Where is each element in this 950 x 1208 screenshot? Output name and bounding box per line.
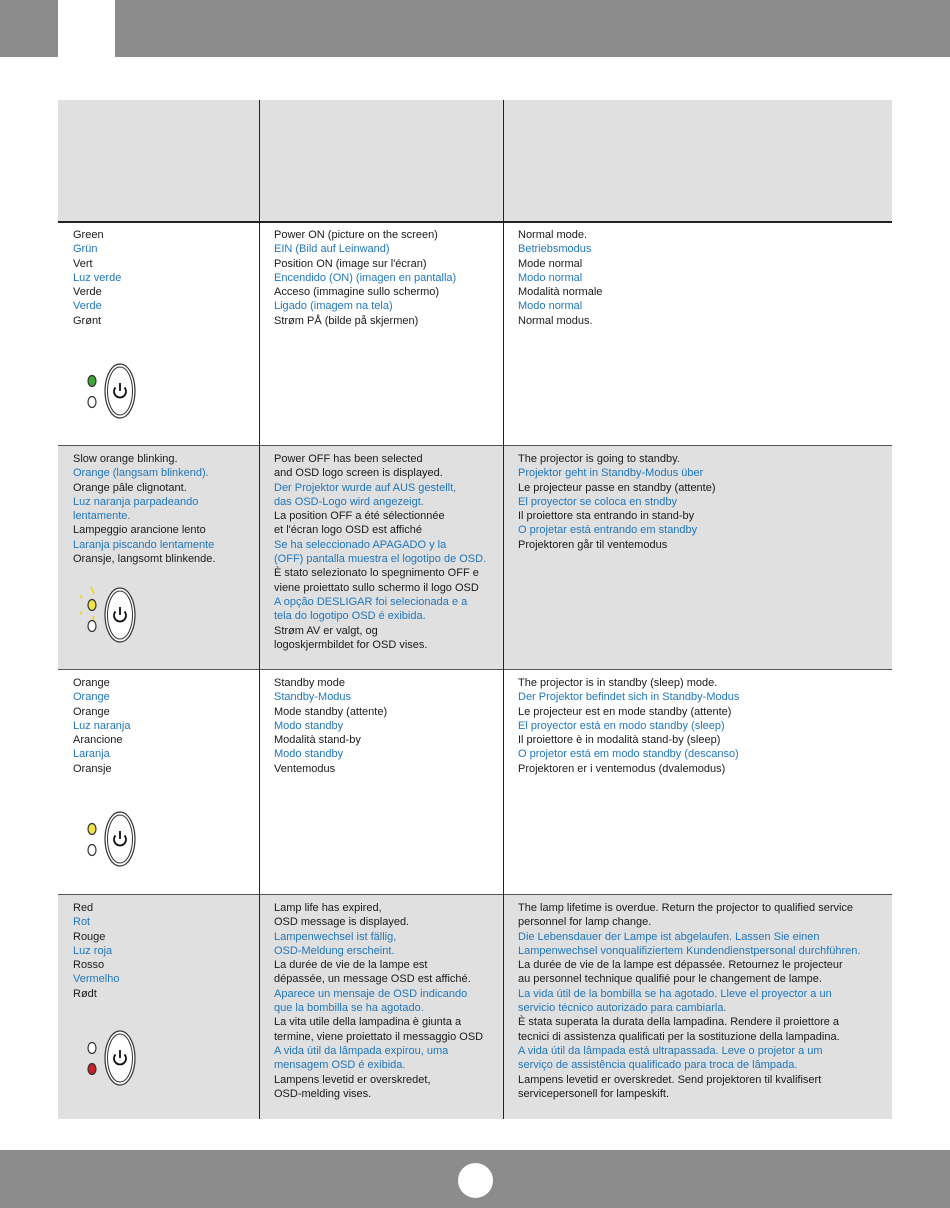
led-panel-icon [80, 810, 140, 870]
led-top [88, 824, 96, 835]
led-panel-icon [80, 586, 140, 646]
text-line: Aparece un mensaje de OSD indicando [274, 987, 468, 1000]
text-line: mensagem OSD é exibida. [274, 1059, 406, 1072]
text-line: La vida útil de la bombilla se ha agotado. Lleve el proyector a un [518, 987, 832, 1000]
text-line: Acceso (immagine sullo schermo) [274, 286, 440, 299]
text-line: Modo normal [518, 271, 583, 284]
text-line: logoskjermbildet for OSD vises. [274, 638, 428, 651]
indicator-text [73, 901, 253, 1001]
text-line: A vida útil da lâmpada está ultrapassada. Leve o projetor a um [518, 1044, 823, 1057]
text-line: Vert [73, 257, 93, 270]
text-line: È stata superata la durata della lampadina. Rendere il proiettore a [518, 1016, 840, 1029]
text-line: Orange pâle clignotant. [73, 481, 187, 494]
text-line: Mode normal [518, 257, 583, 270]
status-text [274, 676, 504, 776]
text-line: au personnel technique qualifié pour le changement de lampe. [518, 973, 822, 986]
text-line: Luz verde [73, 271, 122, 284]
text-line: Il proiettore sta entrando in stand-by [518, 510, 695, 523]
text-line: Lampenwechsel vonqualifiziertem Kundendienstpersonal durchführen. [518, 944, 861, 957]
text-line: La durée de vie de la lampe est dépassée. Retournez le projecteur [518, 959, 843, 972]
text-line: Normal mode. [518, 229, 588, 241]
text-line: Luz naranja parpadeando [73, 495, 199, 508]
text-line: serviço de assistência qualificado para troca de lâmpada. [518, 1059, 798, 1072]
text-line: dépassée, un message OSD est affiché. [274, 973, 471, 986]
led-indicator-icon [80, 362, 140, 422]
led-panel-icon [80, 1029, 140, 1089]
text-line: Modalità normale [518, 286, 603, 299]
text-line: (OFF) pantalla muestra el logotipo de OSD. [274, 553, 487, 566]
text-line: Le projecteur passe en standby (attente) [518, 481, 716, 494]
text-line: OSD message is displayed. [274, 916, 410, 929]
text-line: Der Projektor befindet sich in Standby-Modus [518, 691, 740, 704]
table-row [58, 670, 892, 895]
text-line: La vita utile della lampadina è giunta a [274, 1016, 462, 1029]
text-line: Standby-Modus [274, 691, 352, 704]
led-bottom [88, 845, 96, 856]
text-line: Power ON (picture on the screen) [274, 229, 438, 241]
text-line: viene proiettato sullo schermo il logo OSD [274, 581, 479, 594]
text-line: Modalità stand-by [274, 734, 361, 747]
text-line: El proyector se coloca en stndby [518, 495, 677, 508]
text-line: Red [73, 902, 94, 914]
text-line: Lampenwechsel ist fällig, [274, 930, 397, 943]
text-line: Oransje [73, 762, 112, 775]
text-line: Arancione [73, 734, 123, 747]
text-line: que la bombilla se ha agotado. [274, 1002, 424, 1015]
text-line: Laranja piscando lentamente [73, 538, 215, 551]
indicator-text [73, 228, 253, 328]
text-line: The lamp lifetime is overdue. Return the projector to qualified service [518, 902, 854, 914]
led-indicator-icon [80, 1029, 140, 1089]
status-text [274, 452, 504, 652]
text-line: O projetor está em modo standby (descanso) [518, 748, 739, 761]
text-line: Modo normal [518, 300, 583, 313]
text-line: Verde [73, 286, 102, 299]
text-line: tecnici di assistenza qualificati per la sostituzione della lampadina. [518, 1030, 840, 1043]
text-line: Normal modus. [518, 314, 593, 327]
text-line: OSD-Meldung erscheint. [274, 944, 395, 957]
blink-ray [80, 592, 82, 598]
text-line: Lampens levetid er overskredet. Send projektoren til kvalifisert [518, 1073, 822, 1086]
text-line: Projektor geht in Standby-Modus über [518, 467, 704, 480]
text-line: Strøm PÅ (bilde på skjermen) [274, 314, 419, 327]
header-tab [58, 0, 115, 57]
text-line: Orange [73, 705, 110, 718]
text-line: lentamente. [73, 510, 131, 523]
text-line: EIN (Bild auf Leinwand) [274, 243, 390, 256]
blink-ray [80, 612, 82, 618]
text-line: Luz naranja [73, 719, 131, 732]
text-line: Oransje, langsomt blinkende. [73, 553, 216, 566]
text-line: Le projecteur est en mode standby (attente) [518, 705, 732, 718]
text-line: Strøm AV er valgt, og [274, 624, 378, 637]
meaning-text [518, 452, 888, 552]
text-line: The projector is in standby (sleep) mode. [518, 677, 718, 689]
text-line: Power OFF has been selected [274, 453, 423, 465]
table-row [58, 895, 892, 1119]
text-line: A opção DESLIGAR foi selecionada e a [274, 595, 468, 608]
text-line: Modo standby [274, 748, 344, 761]
led-top [88, 600, 96, 611]
text-line: Grün [73, 243, 98, 256]
text-line: tela do logotipo OSD é exibida. [274, 610, 426, 623]
text-line: Il proiettore è in modalità stand-by (sleep) [518, 734, 721, 747]
indicator-table [58, 100, 892, 1119]
status-text [274, 901, 504, 1101]
text-line: personnel for lamp change. [518, 916, 652, 929]
meaning-text [518, 901, 888, 1101]
text-line: et l'écran logo OSD est affiché [274, 524, 423, 537]
text-line: Orange (langsam blinkend). [73, 467, 209, 480]
text-line: servicepersonell for lampeskift. [518, 1087, 670, 1100]
text-line: Position ON (image sur l'écran) [274, 257, 427, 270]
text-line: The projector is going to standby. [518, 453, 680, 465]
text-line: Rouge [73, 930, 106, 943]
text-line: Lamp life has expired, [274, 902, 382, 914]
text-line: È stato selezionato lo spegnimento OFF e [274, 567, 479, 580]
led-bottom [88, 621, 96, 632]
text-line: Se ha seleccionado APAGADO y la [274, 538, 447, 551]
text-line: A vida útil da lâmpada expirou, uma [274, 1044, 449, 1057]
text-line: Grønt [73, 314, 102, 327]
text-line: Projektoren er i ventemodus (dvalemodus) [518, 762, 726, 775]
column-divider [503, 100, 504, 1119]
text-line: Green [73, 229, 104, 241]
text-line: La durée de vie de la lampe est [274, 959, 428, 972]
text-line: Betriebsmodus [518, 243, 592, 256]
meaning-text [518, 228, 888, 328]
table-row [58, 446, 892, 670]
text-line: Ventemodus [274, 762, 336, 775]
text-line: Encendido (ON) (imagen en pantalla) [274, 271, 457, 284]
text-line: El proyector está en modo standby (sleep) [518, 719, 725, 732]
header-bar [0, 0, 950, 57]
text-line: OSD-melding vises. [274, 1087, 372, 1100]
text-line: and OSD logo screen is displayed. [274, 467, 443, 480]
blink-ray [91, 587, 94, 594]
text-line: Ligado (imagem na tela) [274, 300, 393, 313]
indicator-text [73, 676, 253, 776]
text-line: Lampens levetid er overskredet, [274, 1073, 431, 1086]
text-line: Rot [73, 916, 91, 929]
indicator-text [73, 452, 253, 566]
led-top [88, 1043, 96, 1054]
text-line: Rødt [73, 987, 97, 1000]
text-line: Projektoren går til ventemodus [518, 538, 668, 551]
text-line: Rosso [73, 959, 105, 972]
text-line: Orange [73, 677, 110, 689]
text-line: Orange [73, 691, 110, 704]
meaning-text [518, 676, 888, 776]
table-header-row [58, 100, 892, 223]
text-line: O projetar está entrando em standby [518, 524, 698, 537]
column-divider [259, 100, 260, 1119]
text-line: Slow orange blinking. [73, 453, 178, 465]
status-text [274, 228, 504, 328]
text-line: Lampeggio arancione lento [73, 524, 206, 537]
text-line: Die Lebensdauer der Lampe ist abgelaufen. Lassen Sie einen [518, 930, 820, 943]
text-line: Laranja [73, 748, 110, 761]
text-line: Standby mode [274, 677, 345, 689]
text-line: Vermelho [73, 973, 120, 986]
text-line: Mode standby (attente) [274, 705, 388, 718]
text-line: Modo standby [274, 719, 344, 732]
led-panel-icon [80, 362, 140, 422]
led-bottom [88, 397, 96, 408]
text-line: Der Projektor wurde auf AUS gestellt, [274, 481, 457, 494]
text-line: Verde [73, 300, 102, 313]
text-line: servicio técnico autorizado para cambiarla. [518, 1002, 727, 1015]
led-top [88, 376, 96, 387]
text-line: Luz roja [73, 944, 113, 957]
text-line: La position OFF a été sélectionnée [274, 510, 445, 523]
page-number-circle [458, 1163, 493, 1198]
led-indicator-icon [80, 586, 140, 646]
led-bottom [88, 1064, 96, 1075]
led-indicator-icon [80, 810, 140, 870]
table-row [58, 222, 892, 446]
text-line: termine, viene proiettato il messaggio OSD [274, 1030, 484, 1043]
text-line: das OSD-Logo wird angezeigt. [274, 495, 424, 508]
